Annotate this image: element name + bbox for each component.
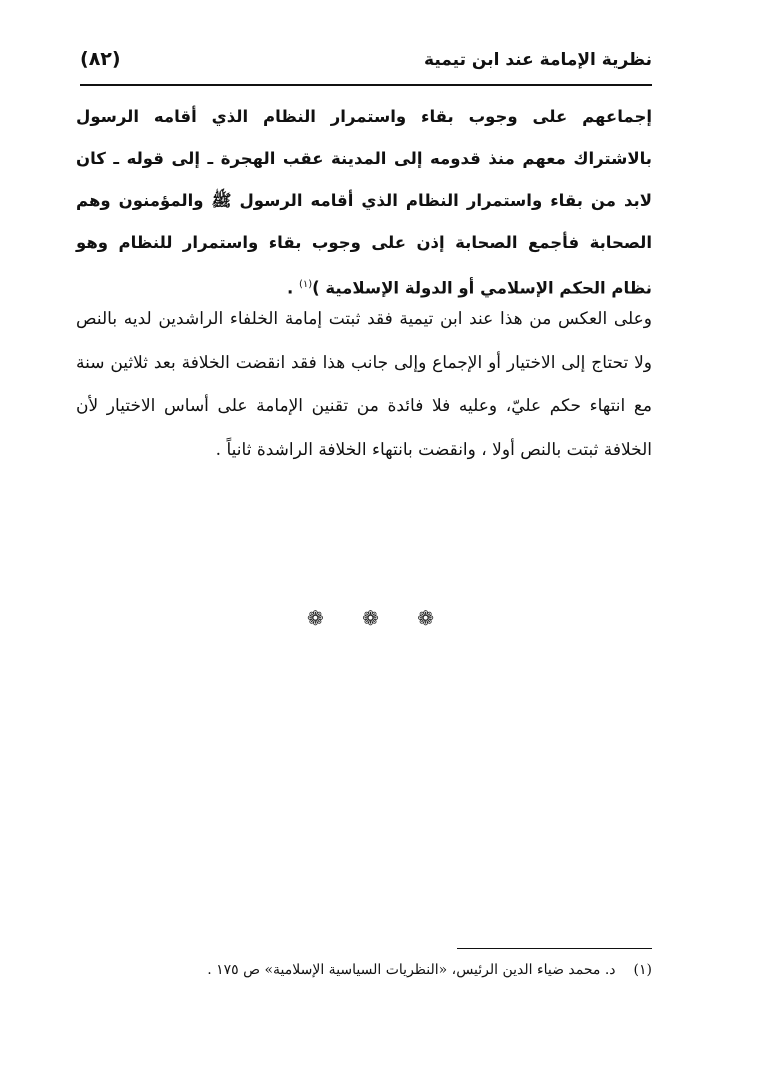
footnote-reference: (١) [298, 279, 313, 290]
page-number: (٨٢) [80, 48, 121, 70]
section-separator: ❁ ❁ ❁ [307, 606, 450, 630]
quote-text: إجماعهم على وجوب بقاء واستمرار النظام الذي أقامه الرسول بالاشتراك معهم منذ قدومه إلى المدينة عقب الهجرة ـ إلى قوله ـ كان لابد من بقاء واستمرار النظام الذي أقامه الرسول ﷺ والمؤمنون وهم الصحابة فأجمع الصحابة إذن على وجوب بقاء واستمرار للنظام وهو نظام الحكم الإسلامي أو الدولة الإسلامية ) [76, 107, 652, 298]
footnote-text: د. محمد ضياء الدين الرئيس، «النظريات السياسية الإسلامية» ص ١٧٥ . [207, 962, 616, 978]
page-header [80, 40, 652, 86]
paragraph-text: وعلى العكس من هذا عند ابن تيمية فقد ثبتت إمامة الخلفاء الراشدين لديه بالنص ولا تحتاج إلى الاختيار أو الإجماع وإلى جانب هذا فقد انقضت الخلافة بعد ثلاثين سنة مع انتهاء حكم عليّ، وعليه فلا فائدة من تقنين الإمامة على أساس الاختيار لأن الخلافة ثبتت بالنص أولا ، وانقضت بانتهاء الخلافة الراشدة ثانياً . [76, 309, 652, 460]
quoted-passage [76, 96, 652, 310]
body-paragraph [76, 298, 652, 472]
footnote [120, 958, 652, 982]
quote-tail: . [286, 278, 299, 298]
running-title: نظرية الإمامة عند ابن تيمية [424, 50, 652, 70]
footnote-rule [457, 948, 652, 949]
footnote-number: (١) [633, 962, 652, 978]
